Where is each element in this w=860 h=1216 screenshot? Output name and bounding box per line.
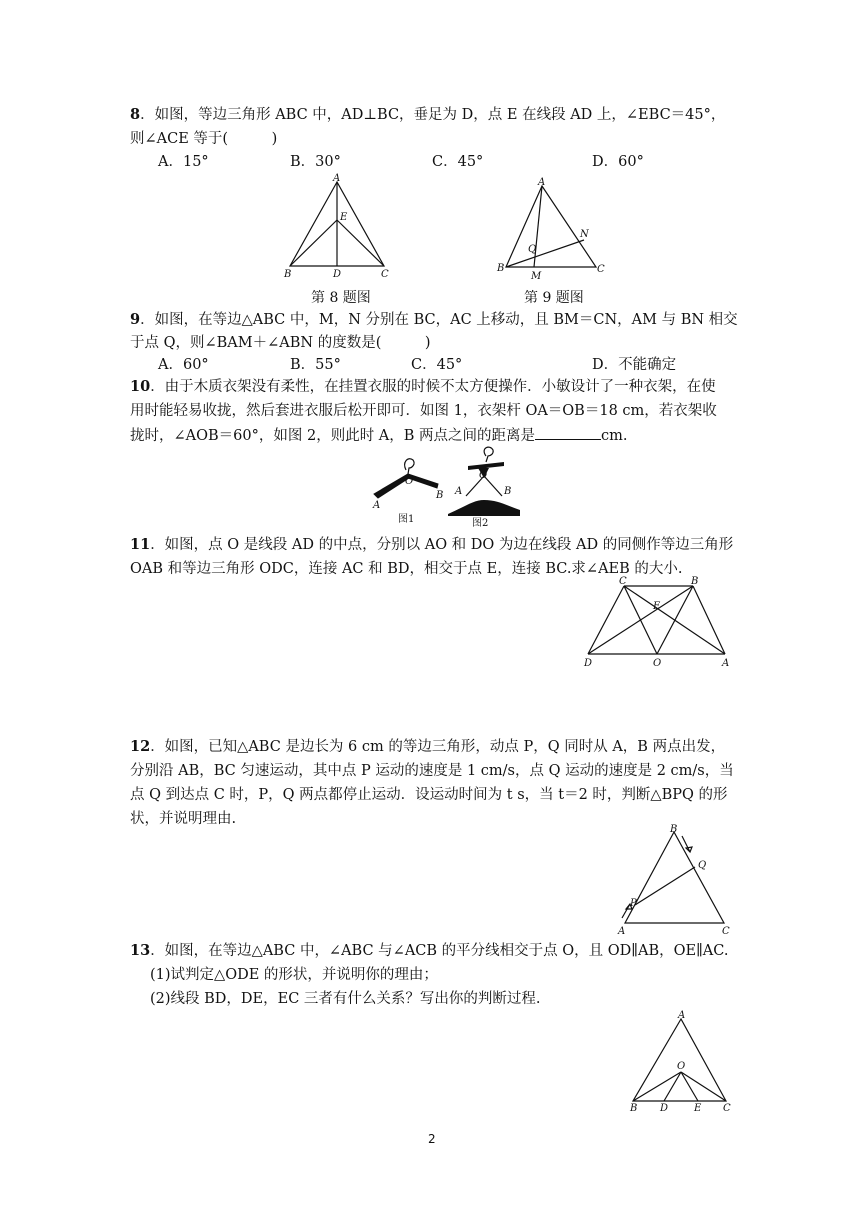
q9-label-n: N (580, 229, 589, 240)
q8-segment-ce (337, 220, 384, 266)
q8-caption: 第 8 题图 (311, 290, 371, 306)
q10-cloth (448, 500, 520, 516)
q9-text-1: ．如图，在等边△ABC 中，M，N 分别在 BC，AC 上移动，且 BM＝CN，AM 与 BN 相交 (140, 312, 738, 328)
q9-option-c: C．45° (411, 357, 463, 373)
q9-label-m: M (531, 271, 542, 282)
q10-number: 10 (130, 378, 151, 395)
q11-segment-dc (588, 586, 624, 654)
q9-number: 9 (130, 311, 141, 328)
q10-fig2-label-a: A (455, 486, 463, 497)
q9-segment-bn (506, 240, 584, 267)
q9-option-a: A．60° (158, 357, 209, 373)
q13-sub-2: (2)线段 BD，DE，EC 三者有什么关系？写出你的判断过程. (150, 991, 541, 1007)
q13-number: 13 (130, 942, 151, 959)
q10-fig1-caption: 图1 (398, 514, 415, 525)
q12-number: 12 (130, 738, 151, 755)
q8-option-b: B．30° (290, 154, 341, 170)
q9-label-q: Q (528, 244, 537, 255)
q11-text-1: ．如图，点 O 是线段 AD 的中点，分别以 AO 和 DO 为边在线段 AD 的同侧作等边三角形 (150, 537, 734, 553)
q11-figure (578, 578, 738, 668)
q8-label-d: D (333, 269, 342, 280)
q10-text-1: ．由于木质衣架没有柔性，在挂置衣服的时候不太方便操作．小敏设计了一种衣架，在使 (150, 379, 716, 395)
q12-line-1 (130, 737, 725, 757)
q12-label-p: P (630, 898, 637, 909)
q10-unit: cm. (601, 428, 628, 444)
q11-label-a: A (722, 658, 730, 669)
q12-triangle-abc (625, 832, 724, 923)
q10-hook-2 (484, 447, 493, 462)
q8-segment-be (290, 220, 337, 266)
q10-fig1-label-a: A (373, 500, 381, 511)
q8-option-c: C．45° (432, 154, 484, 170)
q9-line-1 (130, 310, 738, 330)
q8-label-e: E (340, 212, 348, 223)
q8-text-1: ．如图，等边三角形 ABC 中，AD⊥BC，垂足为 D，点 E 在线段 AD 上，∠EBC＝45°， (140, 107, 726, 123)
q9-label-c: C (597, 264, 605, 275)
q13-label-e: E (694, 1103, 702, 1114)
q11-line-2: OAB 和等边三角形 ODC，连接 AC 和 BD，相交于点 E，连接 BC.求∠AEB 的大小. (130, 561, 683, 577)
q13-segment-od (664, 1072, 681, 1101)
q8-label-c: C (381, 269, 389, 280)
q13-label-a: A (678, 1010, 686, 1021)
q10-line-1 (130, 377, 716, 397)
q8-label-b: B (284, 269, 292, 280)
q9-option-b: B．55° (290, 357, 341, 373)
q11-line-1 (130, 535, 733, 555)
q8-option-a: A．15° (158, 154, 209, 170)
q13-segment-oe (681, 1072, 698, 1101)
q13-text-1: ．如图，在等边△ABC 中，∠ABC 与∠ACB 的平分线相交于点 O，且 OD∥AB，OE∥AC. (150, 943, 729, 959)
q9-label-a: A (538, 177, 546, 188)
q12-label-c: C (722, 926, 730, 937)
q9-label-b: B (497, 263, 505, 274)
q10-fig2-caption: 图2 (472, 518, 489, 529)
q13-segment-co (681, 1072, 726, 1101)
q10-fig2-label-b: B (504, 486, 512, 497)
q12-figure (612, 822, 742, 940)
q8-line-1 (130, 105, 725, 125)
q13-line-1 (130, 941, 728, 961)
q12-label-b: B (670, 824, 678, 835)
q13-figure (624, 1008, 736, 1116)
q8-line-2: 则∠ACE 等于( ) (130, 131, 278, 147)
q9-caption: 第 9 题图 (524, 290, 584, 306)
q9-triangle-abc (506, 186, 596, 267)
q11-label-e: E (653, 601, 661, 612)
q13-label-o: O (677, 1061, 686, 1072)
q11-segment-ca (624, 586, 725, 654)
q11-segment-db (588, 586, 693, 654)
q10-text-3: 拢时，∠AOB＝60°，如图 2，则此时 A，B 两点之间的距离是 (130, 428, 536, 444)
q12-segment-pq (635, 867, 695, 905)
q13-label-d: D (660, 1103, 669, 1114)
q12-line-2: 分别沿 AB，BC 匀速运动，其中点 P 运动的速度是 1 cm/s，点 Q 运动的速度是 2 cm/s，当 (130, 763, 734, 779)
q13-segment-bo (633, 1072, 681, 1101)
q12-line-3: 点 Q 到达点 C 时，P，Q 两点都停止运动．设运动时间为 t s，当 t＝2 时，判断△BPQ 的形 (130, 787, 728, 803)
q10-line-2: 用时能轻易收拢，然后套进衣服后松开即可．如图 1，衣架杆 OA＝OB＝18 cm，若衣架收 (130, 403, 717, 419)
q12-label-q: Q (698, 860, 707, 871)
q8-option-d: D．60° (592, 154, 644, 170)
q11-label-d: D (584, 658, 593, 669)
q11-label-o: O (653, 658, 662, 669)
q9-option-d: D．不能确定 (592, 357, 677, 373)
q9-figure (494, 176, 614, 286)
q8-number: 8 (130, 106, 141, 123)
q11-number: 11 (130, 536, 151, 553)
q10-fig2-label-o: O (479, 470, 488, 481)
q13-label-b: B (630, 1103, 638, 1114)
q11-label-b: B (691, 576, 699, 587)
q13-label-c: C (723, 1103, 731, 1114)
q12-text-1: ．如图，已知△ABC 是边长为 6 cm 的等边三角形，动点 P，Q 同时从 A，B 两点出发， (150, 739, 726, 755)
page-number: 2 (428, 1132, 436, 1146)
q13-sub-1: (1)试判定△ODE 的形状，并说明你的理由； (150, 967, 438, 983)
q10-answer-blank[interactable] (535, 425, 601, 440)
q9-line-2: 于点 Q，则∠BAM＋∠ABN 的度数是( ) (130, 335, 431, 351)
q10-figure-2 (446, 444, 526, 524)
q13-triangle-abc (633, 1019, 726, 1101)
q11-label-c: C (619, 576, 627, 587)
q10-fig1-label-o: O (405, 476, 414, 487)
q8-figure (280, 172, 400, 287)
q10-line-3 (130, 425, 628, 446)
q12-line-4: 状，并说明理由. (130, 811, 237, 827)
q8-label-a: A (333, 173, 341, 184)
q10-hook-1 (405, 459, 414, 474)
q10-fig1-label-b: B (436, 490, 444, 501)
q12-label-a: A (618, 926, 626, 937)
